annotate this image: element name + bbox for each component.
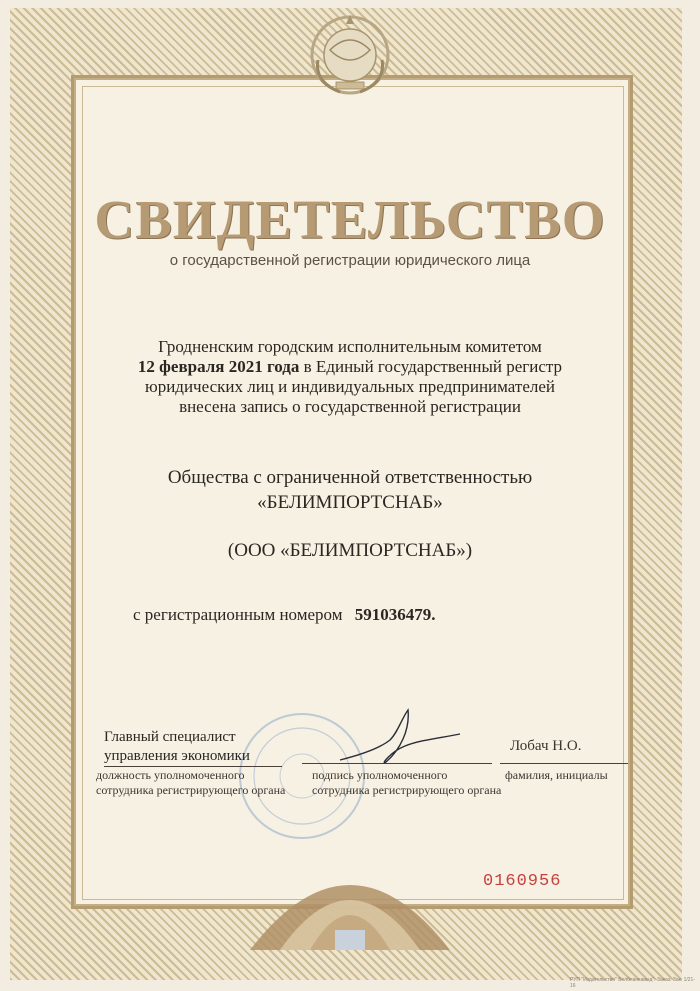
name-line [500, 763, 628, 764]
official-position-line-1: Главный специалист [104, 729, 236, 745]
company-name-block [100, 465, 600, 515]
registration-paragraph [100, 337, 600, 417]
certificate-subtitle: о государственной регистрации юридического лица [169, 252, 531, 269]
official-position-line-2: управления экономики [104, 747, 282, 767]
paragraph-line-4: внесена запись о государственной регистрации [179, 397, 521, 416]
paragraph-line-2 [100, 357, 600, 377]
registration-number-label: с регистрационным номером [133, 605, 343, 624]
name-caption: фамилия, инициалы [505, 768, 608, 782]
serial-number: 0160956 [483, 872, 562, 891]
signature-caption: подпись уполномоченного сотрудника регистрирующего органа [312, 768, 502, 797]
official-name: Лобач Н.О. [510, 738, 582, 754]
paragraph-line-3: юридических лиц и индивидуальных предпринимателей [145, 377, 555, 396]
guilloche-rosette-icon [250, 840, 450, 950]
printer-imprint: РУП "Издательство" Белбланкавыд". Заказ. Зак. 1/21-16 [570, 977, 695, 989]
official-position [104, 728, 282, 767]
state-emblem-icon [300, 10, 400, 100]
company-legal-form: Общества с ограниченной ответственностью [167, 467, 533, 488]
company-name: «БЕЛИМПОРТСНАБ» [257, 492, 443, 513]
registration-number-line [133, 605, 435, 625]
position-caption: должность уполномоченного сотрудника регистрирующего органа [96, 768, 286, 797]
registration-date: 12 февраля 2021 года [137, 357, 300, 376]
certificate-title: СВИДЕТЕЛЬСТВО [94, 189, 606, 250]
paragraph-line-1: Гродненским городским исполнительным комитетом [158, 337, 542, 356]
registration-number: 591036479. [354, 605, 436, 624]
paragraph-line-2-rest: в Единый государственный регистр [299, 357, 563, 376]
company-short-name: (ООО «БЕЛИМПОРТСНАБ») [227, 540, 473, 561]
